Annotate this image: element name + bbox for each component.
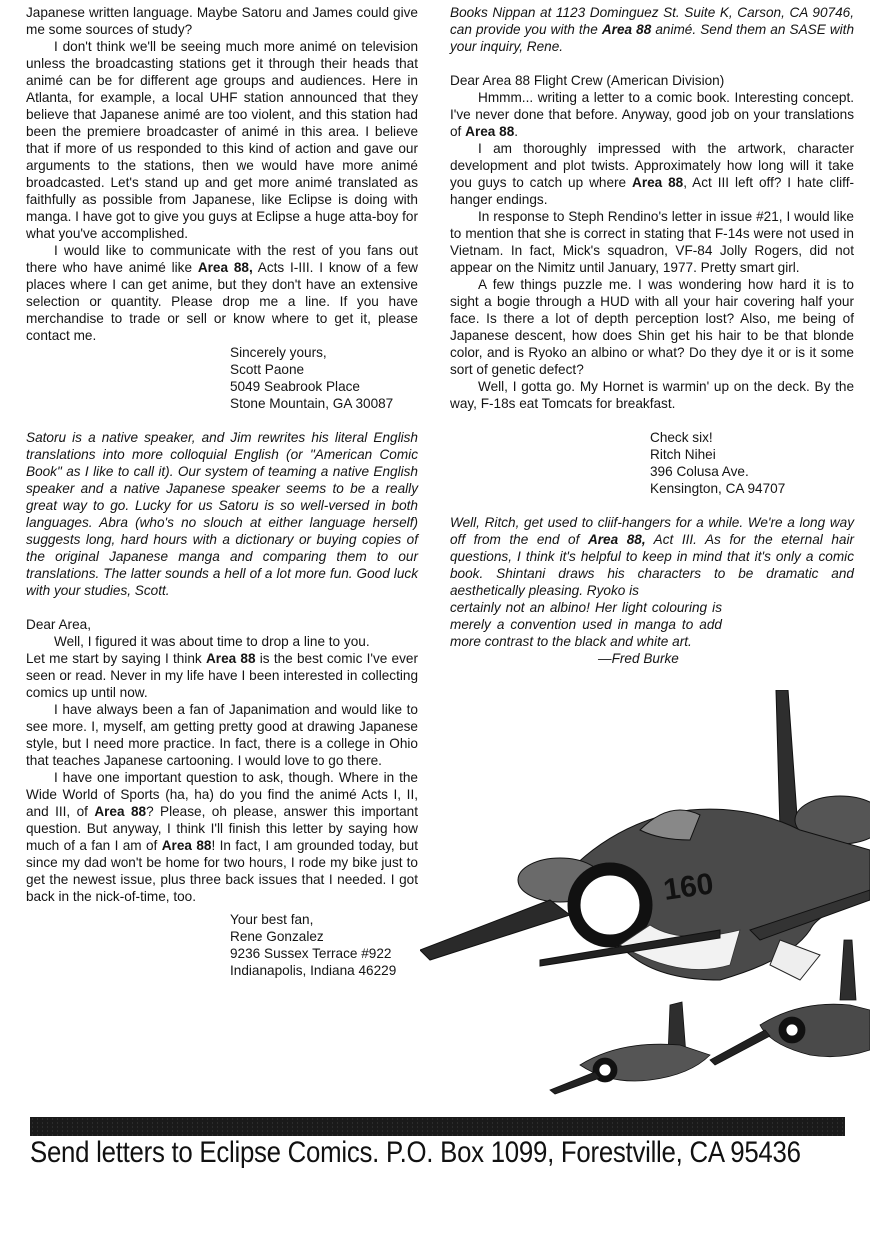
signature-line: Your best fan,: [230, 912, 314, 927]
letter-paragraph: Hmmm... writing a letter to a comic book. Interesting concept. I've never done that before. Anyway, good job on your translations of Area 88.: [450, 90, 854, 139]
right-column: [450, 4, 854, 667]
fighter-jets-illustration: [420, 690, 870, 1100]
signature-address: 9236 Sussex Terrace #922: [230, 946, 392, 961]
letter-paragraph: Well, I gotta go. My Hornet is warmin' up on the deck. By the way, F-18s eat Tomcats for breakfast.: [450, 379, 854, 411]
left-column: [26, 4, 418, 979]
signature-block: [26, 911, 418, 979]
signature-block: [26, 344, 418, 412]
editor-reply: Well, Ritch, get used to cliif-hangers for a while. We're a long way off from the end of Area 88, Act III. As for the eternal hair questions, I think it's helpful to keep in mind that it's only a comic book. Shintani draws his characters to be dramatic and aesthetically pleasing. Ryoko is: [450, 515, 854, 598]
letter-paragraph: A few things puzzle me. I was wondering how hard it is to sight a bogie through a HUD with all your hair covering half your face. Is there a lot of depth perception lost? Also, me being of Japanese descent, how does Shin get his hair to be that blonde color, and is Ryoko an albino or what? Do they dye it or is it some sort of genetic defect?: [450, 277, 854, 377]
letter-paragraph: I have one important question to ask, though. Where in the Wide World of Sports (ha, ha) do you find the animé Acts I, II, and III, of Area 88? Please, oh please, answer this important question. But anyway, I think I'll finish this letter by saying how much of a fan I am of Area 88! In fact, I am grounded today, but since my dad won't be home for two hours, I rode my bike just to get the newest issue, plus three back issues that I needed. I got back in the nick-of-time, too.: [26, 770, 418, 904]
letter-paragraph: I don't think we'll be seeing much more animé on television unless the broadcasting stations get it through their heads that animé can be for different age groups and audiences. Here in Atlanta, for example, a local UHF station announced that they believe that Japanese animé are too violent, and this station had been the premiere broadcaster of animé in this area. I believe that if more of us responded to this kind of action and gave our arguments to the stations, then we would have more animé broadcasted. Let's stand up and get more animé translated as faithfully as possible from Japanese, like Eclipse is doing with manga. I have got to give you guys at Eclipse a huge atta-boy for what you've accomplished.: [26, 39, 418, 241]
editor-credit: —Fred Burke: [598, 651, 679, 666]
letter-paragraph: I have always been a fan of Japanimation and would like to see more. I, myself, am getting pretty good at drawing Japanese style, but I need more practice. In fact, there is a college in Ohio that teaches Japanese cartooning. I would love to go there.: [26, 702, 418, 768]
signature-block: [450, 429, 854, 497]
signature-city: Stone Mountain, GA 30087: [230, 396, 394, 411]
signature-address: 396 Colusa Ave.: [650, 464, 749, 479]
letter-paragraph: I am thoroughly impressed with the artwork, character development and plot twists. Approximately how long will it take you guys to catch up where Area 88, Act III left off? I hate cliff-hanger endings.: [450, 141, 855, 207]
salutation: Dear Area 88 Flight Crew (American Division): [450, 73, 725, 88]
footer-divider-bar: [30, 1117, 845, 1136]
letter-paragraph: Japanese written language. Maybe Satoru and James could give me some sources of study?: [26, 5, 418, 37]
signature-line: Sincerely yours,: [230, 345, 327, 360]
signature-line: Check six!: [650, 430, 713, 445]
letter-paragraph: Well, I figured it was about time to drop a line to you.: [54, 634, 370, 649]
signature-name: Rene Gonzalez: [230, 929, 324, 944]
editor-reply: Books Nippan at 1123 Dominguez St. Suite K, Carson, CA 90746, can provide you with the Area 88 animé. Send them an SASE with your inquiry, Rene.: [450, 5, 855, 54]
signature-city: Indianapolis, Indiana 46229: [230, 963, 397, 978]
letter-paragraph: In response to Steph Rendino's letter in issue #21, I would like to mention that she is correct in stating that F-14s were not used in Vietnam. In fact, Mick's squadron, VF-84 Jolly Rogers, did not appear on the Nimitz until January, 1977. Pretty smart girl.: [450, 209, 854, 275]
letter-paragraph: Let me start by saying I think Area 88 is the best comic I've ever seen or read. Never in my life have I been interested in collecting comics up until now.: [26, 651, 418, 700]
salutation: Dear Area,: [26, 617, 91, 632]
signature-city: Kensington, CA 94707: [650, 481, 786, 496]
footer-address: Send letters to Eclipse Comics. P.O. Box 1099, Forestville, CA 95436: [30, 1136, 801, 1169]
tail-number: 160: [661, 867, 716, 907]
signature-name: Ritch Nihei: [650, 447, 716, 462]
signature-address: 5049 Seabrook Place: [230, 379, 360, 394]
editor-reply-continued: certainly not an albino! Her light colouring is merely a convention used in manga to add more contrast to the black and white art.: [450, 600, 722, 649]
editor-reply: Satoru is a native speaker, and Jim rewrites his literal English translations into more colloquial English (or "American Comic Book" as I like to call it). Our system of teaming a native English speaker and a native Japanese speaker seems to be a really great way to go. Lucky for us Satoru is so well-versed in both languages. Abra (who's no slouch at either language herself) suggests long, hard hours with a dictionary or buying copies of the original Japanese manga and comparing them to our translations. The latter sounds a hell of a lot more fun. Good luck with your studies, Scott.: [26, 430, 418, 598]
main-jet-icon: [420, 690, 870, 980]
letter-paragraph: I would like to communicate with the rest of you fans out there who have animé like Area 88, Acts I-III. I know of a few places where I can get anime, but they don't have an extensive selection or quantity. Please drop me a line. If you have merchandise to trade or sell or know where to get it, please contact me.: [26, 243, 418, 343]
signature-name: Scott Paone: [230, 362, 305, 377]
